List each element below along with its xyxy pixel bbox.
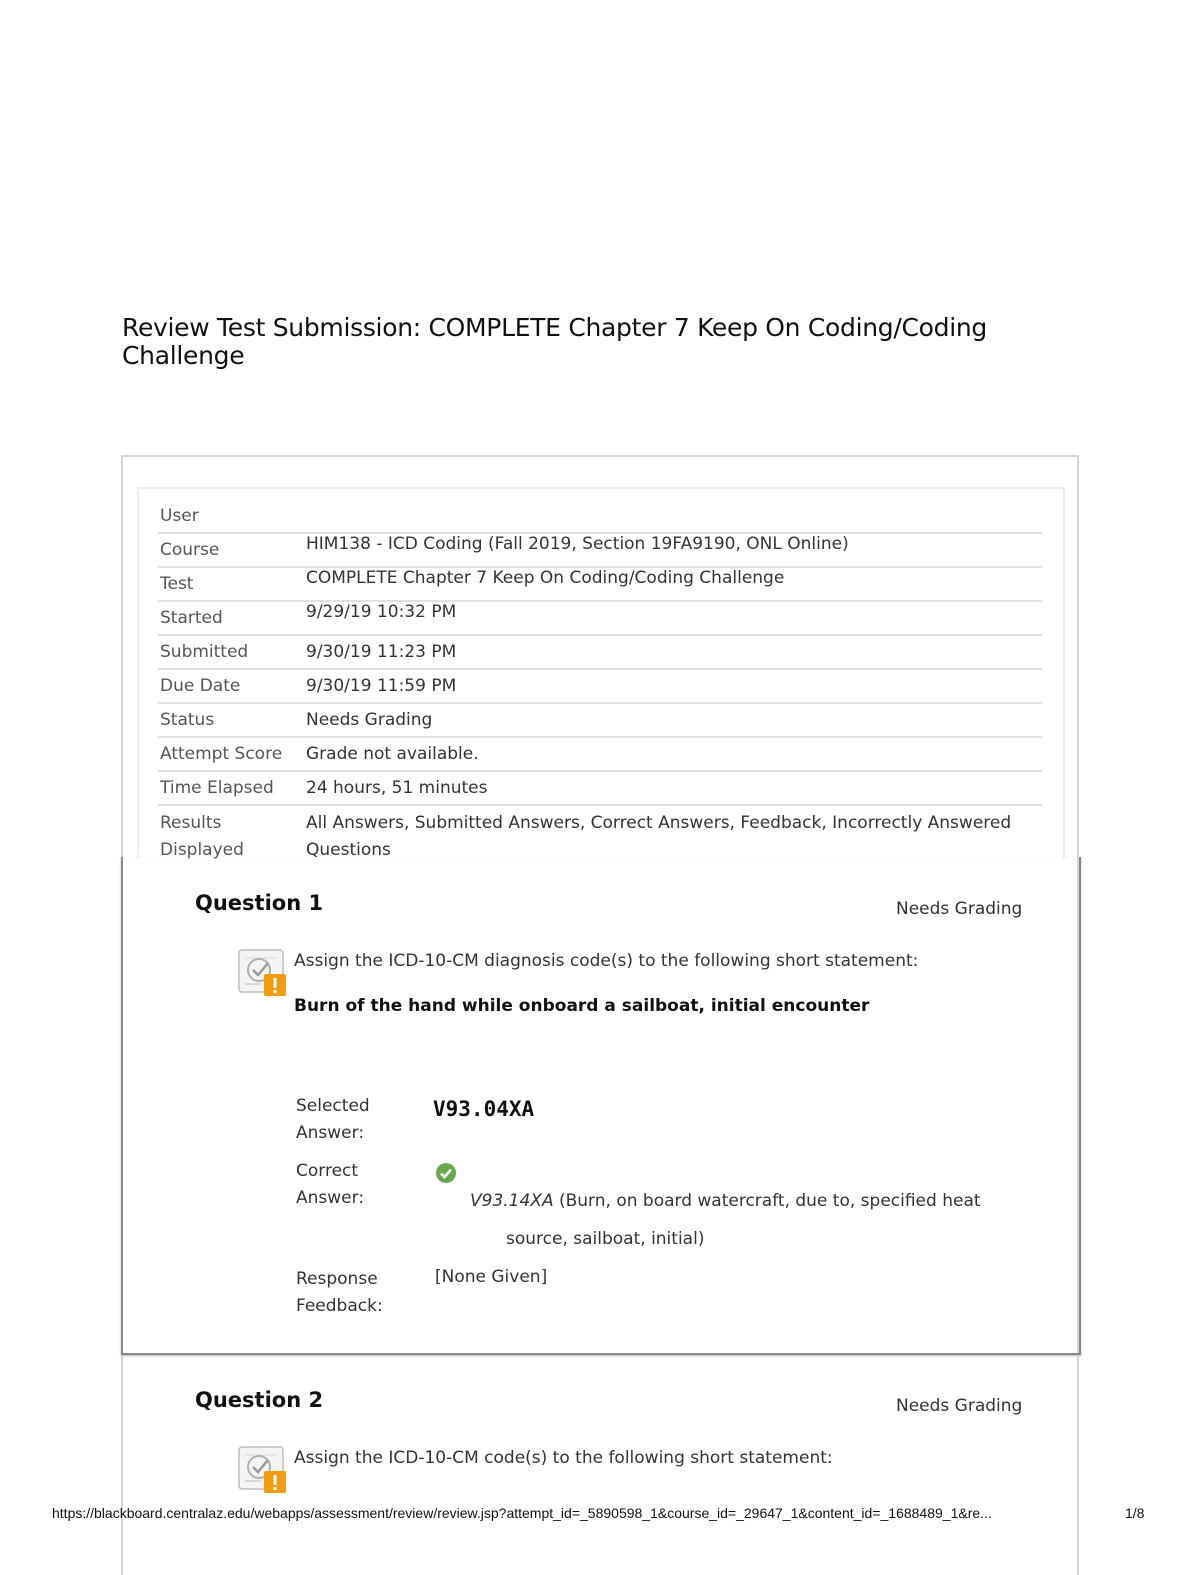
details-value: 9/29/19 10:32 PM	[306, 602, 457, 622]
details-value: Grade not available.	[306, 744, 479, 764]
details-row-test	[158, 568, 1042, 602]
question-1-title: Question 1	[195, 891, 324, 915]
question-1-statement: Burn of the hand while onboard a sailboat, initial encounter	[294, 996, 870, 1016]
details-label: Time Elapsed	[160, 778, 274, 798]
details-label: Results Displayed	[160, 813, 244, 860]
details-label: Test	[160, 574, 194, 594]
details-value: COMPLETE Chapter 7 Keep On Coding/Coding Challenge	[306, 568, 785, 588]
needs-grading-icon	[237, 1443, 289, 1495]
details-label: Started	[160, 608, 223, 628]
correct-answer-line-2: source, sailboat, initial)	[506, 1229, 705, 1249]
selected-answer-label: Selected Answer:	[296, 1096, 370, 1143]
details-value: HIM138 - ICD Coding (Fall 2019, Section 19FA9190, ONL Online)	[306, 534, 849, 554]
question-2-title: Question 2	[195, 1388, 324, 1412]
question-2-status: Needs Grading	[896, 1396, 1023, 1416]
check-icon	[435, 1162, 457, 1184]
details-row-course	[158, 534, 1042, 568]
details-label: Course	[160, 540, 220, 560]
details-row-attempt-score	[158, 738, 1042, 772]
details-value: 24 hours, 51 minutes	[306, 778, 488, 798]
correct-answer-line-1	[470, 1191, 981, 1211]
details-value: All Answers, Submitted Answers, Correct Answers, Feedback, Incorrectly Answered Questions	[306, 813, 1012, 860]
footer-page-number: 1/8	[1125, 1505, 1145, 1521]
details-value: 9/30/19 11:59 PM	[306, 676, 457, 696]
response-feedback-value: [None Given]	[435, 1267, 548, 1287]
details-value: Needs Grading	[306, 710, 433, 730]
page-title: Review Test Submission: COMPLETE Chapter 7 Keep On Coding/Coding Challenge	[122, 313, 987, 370]
details-row-user	[158, 500, 1042, 534]
correct-answer-description: (Burn, on board watercraft, due to, specified heat	[553, 1191, 981, 1211]
footer-url: https://blackboard.centralaz.edu/webapps/assessment/review/review.jsp?attempt_id=_5890598_1&course_id=_29647_1&content_id=_1688489_1&re...	[52, 1505, 992, 1521]
details-label: Due Date	[160, 676, 241, 696]
details-row-results-displayed	[158, 806, 1042, 864]
question-1-box	[121, 857, 1081, 1355]
details-row-started	[158, 602, 1042, 636]
details-value: 9/30/19 11:23 PM	[306, 642, 457, 662]
details-row-due-date	[158, 670, 1042, 704]
details-label: Attempt Score	[160, 744, 283, 764]
correct-answer-code: V93.14XA	[470, 1191, 554, 1211]
submission-details-table	[158, 500, 1042, 864]
details-row-status	[158, 704, 1042, 738]
print-footer	[0, 1505, 1200, 1525]
details-row-submitted	[158, 636, 1042, 670]
selected-answer-value: V93.04XA	[433, 1097, 535, 1121]
details-label: User	[160, 506, 199, 526]
correct-answer-label: Correct Answer:	[296, 1161, 365, 1208]
question-1-prompt: Assign the ICD-10-CM diagnosis code(s) to the following short statement:	[294, 951, 919, 971]
details-label: Submitted	[160, 642, 249, 662]
response-feedback-label: Response Feedback:	[296, 1269, 383, 1316]
question-2-prompt: Assign the ICD-10-CM code(s) to the following short statement:	[294, 1448, 833, 1468]
question-1-status: Needs Grading	[896, 899, 1023, 919]
needs-grading-icon	[237, 946, 289, 998]
details-row-time-elapsed	[158, 772, 1042, 806]
details-label: Status	[160, 710, 215, 730]
